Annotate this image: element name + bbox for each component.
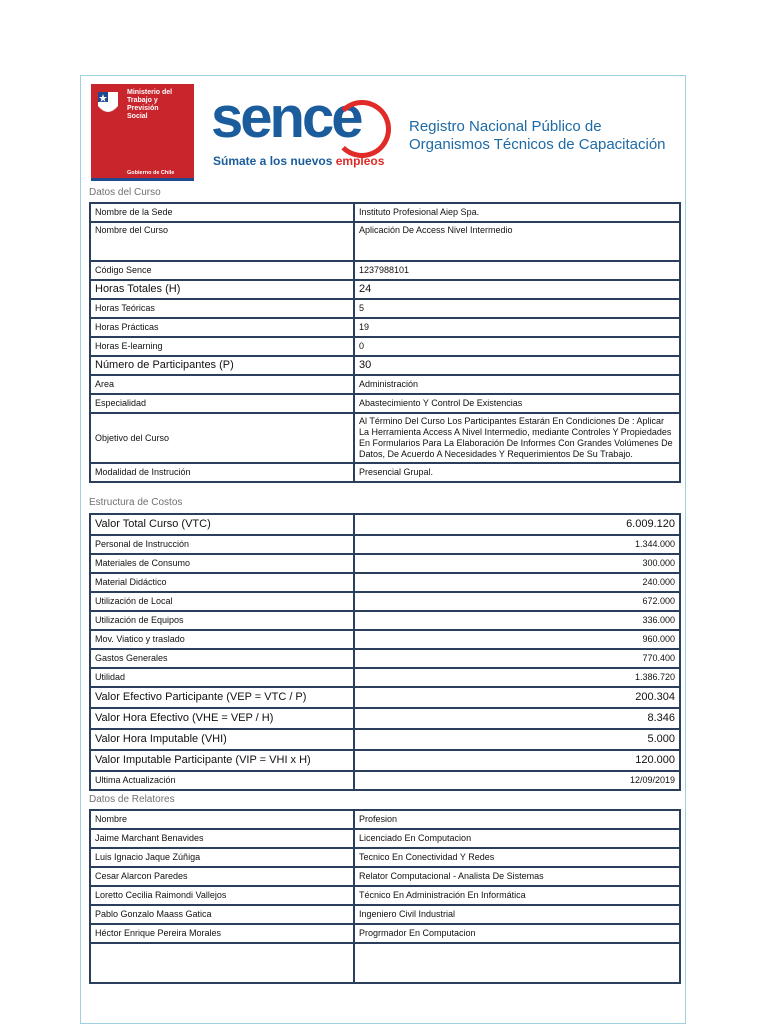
page-header [89, 82, 679, 184]
table-row [90, 299, 680, 318]
column-header-profesion: Profesion [354, 810, 680, 829]
relator-nombre: Cesar Alarcon Paredes [90, 867, 354, 886]
table-row [90, 318, 680, 337]
row-value: Al Término Del Curso Los Participantes Estarán En Condiciones De : Aplicar La Herramienta Access A Nivel Intermedio, mediante Controles Y Propiedades En Formularios Para La Elaboración De Informes Con Grandes Volúmenes De Datos, De Acuerdo A Necesidades Y Requerimientos De Su Trabajo. [354, 413, 680, 463]
section-title-relatores: Datos de Relatores [89, 794, 175, 805]
table-row [90, 687, 680, 708]
table-row [90, 394, 680, 413]
row-value: Abastecimiento Y Control De Existencias [354, 394, 680, 413]
row-label: Modalidad de Instrución [90, 463, 354, 482]
table-header-row [90, 810, 680, 829]
tagline-accent: empleos [335, 154, 385, 168]
row-value: Administración [354, 375, 680, 394]
table-row-empty [90, 943, 680, 983]
row-value: 336.000 [354, 611, 680, 630]
relator-nombre: Luis Ignacio Jaque Zúñiga [90, 848, 354, 867]
table-row [90, 867, 680, 886]
relator-nombre: Héctor Enrique Pereira Morales [90, 924, 354, 943]
table-row [90, 573, 680, 592]
row-value: 5.000 [354, 729, 680, 750]
row-label: Número de Participantes (P) [90, 356, 354, 375]
table-row [90, 848, 680, 867]
table-row [90, 413, 680, 463]
section-title-costos: Estructura de Costos [89, 497, 183, 508]
row-label: Ultima Actualización [90, 771, 354, 790]
relator-nombre: Pablo Gonzalo Maass Gatica [90, 905, 354, 924]
row-value: 770.400 [354, 649, 680, 668]
row-label: Horas Totales (H) [90, 280, 354, 299]
row-value: 24 [354, 280, 680, 299]
row-value: 200.304 [354, 687, 680, 708]
sence-wordmark: sence [211, 85, 361, 150]
section-title-curso: Datos del Curso [89, 187, 161, 198]
row-label: Mov. Viatico y traslado [90, 630, 354, 649]
table-row [90, 829, 680, 848]
row-label: Utilidad [90, 668, 354, 687]
sence-ring-icon [333, 100, 391, 158]
table-row [90, 375, 680, 394]
row-label: Nombre del Curso [90, 222, 354, 261]
table-row [90, 337, 680, 356]
row-label: Nombre de la Sede [90, 203, 354, 222]
table-row [90, 924, 680, 943]
relator-profesion: Ingeniero Civil Industrial [354, 905, 680, 924]
logo-bar [91, 178, 194, 181]
row-value: 960.000 [354, 630, 680, 649]
row-value: 1.344.000 [354, 535, 680, 554]
row-label: Horas Prácticas [90, 318, 354, 337]
row-label: Valor Imputable Participante (VIP = VHI x H) [90, 750, 354, 771]
row-label: Materiales de Consumo [90, 554, 354, 573]
row-label: Horas Teóricas [90, 299, 354, 318]
row-label: Area [90, 375, 354, 394]
row-label: Valor Efectivo Participante (VEP = VTC / P) [90, 687, 354, 708]
row-label: Objetivo del Curso [90, 413, 354, 463]
row-value: Instituto Profesional Aiep Spa. [354, 203, 680, 222]
row-label: Código Sence [90, 261, 354, 280]
row-label: Utilización de Local [90, 592, 354, 611]
row-value: Presencial Grupal. [354, 463, 680, 482]
costos-table [89, 513, 681, 791]
table-row [90, 668, 680, 687]
row-value: 1.386.720 [354, 668, 680, 687]
table-row [90, 280, 680, 299]
row-value: 30 [354, 356, 680, 375]
row-label: Material Didáctico [90, 573, 354, 592]
relator-profesion: Relator Computacional - Analista De Sistemas [354, 867, 680, 886]
row-value: 672.000 [354, 592, 680, 611]
table-row [90, 463, 680, 482]
row-label: Personal de Instrucción [90, 535, 354, 554]
relatores-table [89, 809, 681, 984]
row-value: 0 [354, 337, 680, 356]
row-label: Valor Total Curso (VTC) [90, 514, 354, 535]
table-row [90, 771, 680, 790]
gobierno-de-chile-logo [91, 84, 194, 181]
registry-title [409, 118, 686, 154]
relator-profesion: Tecnico En Conectividad Y Redes [354, 848, 680, 867]
table-row [90, 611, 680, 630]
table-row [90, 554, 680, 573]
row-label: Valor Hora Imputable (VHI) [90, 729, 354, 750]
table-row [90, 750, 680, 771]
empty-cell [354, 943, 680, 983]
row-value: 240.000 [354, 573, 680, 592]
registry-title-line1: Registro Nacional Público de [409, 118, 602, 135]
table-row [90, 729, 680, 750]
sence-logo [211, 85, 389, 180]
row-value: 5 [354, 299, 680, 318]
gobierno-label: Gobierno de Chile [127, 170, 175, 176]
table-row [90, 535, 680, 554]
relator-nombre: Loretto Cecilia Raimondi Vallejos [90, 886, 354, 905]
table-row [90, 630, 680, 649]
ministry-name: Ministerio del Trabajo y Previsión Social [127, 89, 173, 120]
row-label: Valor Hora Efectivo (VHE = VEP / H) [90, 708, 354, 729]
curso-table [89, 202, 681, 483]
tagline-text: Súmate a los nuevos [213, 154, 336, 168]
relator-profesion: Licenciado En Computacion [354, 829, 680, 848]
relator-nombre: Jaime Marchant Benavides [90, 829, 354, 848]
column-header-nombre: Nombre [90, 810, 354, 829]
row-label: Especialidad [90, 394, 354, 413]
table-row [90, 514, 680, 535]
row-label: Utilización de Equipos [90, 611, 354, 630]
row-label: Gastos Generales [90, 649, 354, 668]
row-value: 120.000 [354, 750, 680, 771]
relator-profesion: Técnico En Administración En Informática [354, 886, 680, 905]
registry-title-line2: Organismos Técnicos de Capacitación [409, 136, 666, 153]
table-row [90, 708, 680, 729]
row-value: 12/09/2019 [354, 771, 680, 790]
table-row [90, 203, 680, 222]
document-sheet [80, 75, 686, 1024]
table-row [90, 222, 680, 261]
row-value: Aplicación De Access Nivel Intermedio [354, 222, 680, 261]
chile-shield-icon [96, 90, 120, 118]
table-row [90, 905, 680, 924]
row-value: 8.346 [354, 708, 680, 729]
empty-cell [90, 943, 354, 983]
table-row [90, 261, 680, 280]
row-label: Horas E-learning [90, 337, 354, 356]
table-row [90, 592, 680, 611]
row-value: 6.009.120 [354, 514, 680, 535]
row-value: 19 [354, 318, 680, 337]
sence-tagline [213, 154, 384, 168]
table-row [90, 649, 680, 668]
relator-profesion: Progrmador En Computacion [354, 924, 680, 943]
table-row [90, 356, 680, 375]
table-row [90, 886, 680, 905]
row-value: 300.000 [354, 554, 680, 573]
row-value: 1237988101 [354, 261, 680, 280]
